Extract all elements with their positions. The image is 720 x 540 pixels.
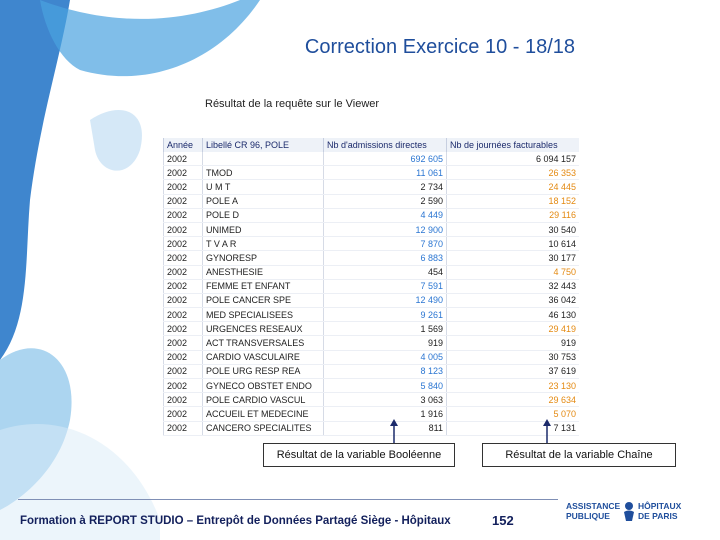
cell-annee: 2002 <box>164 393 203 407</box>
page-number: 152 <box>492 513 514 528</box>
logo-left-text <box>566 501 620 521</box>
cell-annee: 2002 <box>164 308 203 322</box>
logo-line-2: PUBLIQUE <box>566 511 610 521</box>
logo-line-4: DE PARIS <box>638 511 678 521</box>
cell-journees: 29 634 <box>447 393 580 407</box>
table-row <box>164 208 580 222</box>
cell-libelle: POLE A <box>203 194 324 208</box>
cell-journees: 23 130 <box>447 379 580 393</box>
cell-journees: 10 614 <box>447 237 580 251</box>
slide-title: Correction Exercice 10 - 18/18 <box>304 36 576 58</box>
cell-libelle: T V A R <box>203 237 324 251</box>
cell-admissions: 12 900 <box>324 222 447 236</box>
header-admissions[interactable]: Nb d'admissions directes <box>324 138 447 152</box>
logo-line-3: HÔPITAUX <box>638 501 682 511</box>
cell-admissions: 5 840 <box>324 379 447 393</box>
table-row <box>164 166 580 180</box>
cell-annee: 2002 <box>164 293 203 307</box>
cell-annee: 2002 <box>164 194 203 208</box>
cell-libelle: ACCUEIL ET MEDECINE <box>203 407 324 421</box>
table-row <box>164 237 580 251</box>
cell-annee: 2002 <box>164 152 203 166</box>
footer-text: Formation à REPORT STUDIO – Entrepôt de Données Partagé Siège - Hôpitaux <box>20 515 451 527</box>
cell-libelle <box>203 152 324 166</box>
cell-journees: 30 177 <box>447 251 580 265</box>
cell-admissions: 4 449 <box>324 208 447 222</box>
table-row <box>164 364 580 378</box>
cell-libelle: MED SPECIALISEES <box>203 308 324 322</box>
cell-annee: 2002 <box>164 364 203 378</box>
cell-annee: 2002 <box>164 421 203 435</box>
cell-annee: 2002 <box>164 322 203 336</box>
cell-journees: 4 750 <box>447 265 580 279</box>
logo-right-text <box>638 501 681 521</box>
table-row <box>164 322 580 336</box>
cell-journees: 36 042 <box>447 293 580 307</box>
cell-journees: 5 070 <box>447 407 580 421</box>
cell-admissions: 6 883 <box>324 251 447 265</box>
cell-journees: 30 753 <box>447 350 580 364</box>
table-row <box>164 279 580 293</box>
cell-admissions: 12 490 <box>324 293 447 307</box>
viewer-result-table <box>163 138 581 434</box>
cell-admissions: 9 261 <box>324 308 447 322</box>
slide-subtitle: Résultat de la requête sur le Viewer <box>205 98 380 110</box>
cell-libelle: POLE CARDIO VASCUL <box>203 393 324 407</box>
cell-libelle: POLE CANCER SPE <box>203 293 324 307</box>
cell-journees: 26 353 <box>447 166 580 180</box>
cell-libelle: POLE URG RESP REA <box>203 364 324 378</box>
cell-libelle: POLE D <box>203 208 324 222</box>
table-row <box>164 152 580 166</box>
table-row <box>164 407 580 421</box>
cell-libelle: ACT TRANSVERSALES <box>203 336 324 350</box>
cell-admissions: 1 916 <box>324 407 447 421</box>
cell-annee: 2002 <box>164 265 203 279</box>
cell-admissions: 7 870 <box>324 237 447 251</box>
string-variable-callout: Résultat de la variable Chaîne <box>482 443 676 467</box>
cell-libelle: ANESTHESIE <box>203 265 324 279</box>
table-row <box>164 194 580 208</box>
cell-admissions: 11 061 <box>324 166 447 180</box>
cell-journees: 29 116 <box>447 208 580 222</box>
cell-annee: 2002 <box>164 279 203 293</box>
cell-journees: 919 <box>447 336 580 350</box>
logo-mark-icon <box>622 500 636 522</box>
header-journees[interactable]: Nb de journées facturables <box>447 138 580 152</box>
cell-journees: 46 130 <box>447 308 580 322</box>
cell-admissions: 3 063 <box>324 393 447 407</box>
cell-journees: 29 419 <box>447 322 580 336</box>
table-row <box>164 222 580 236</box>
cell-admissions: 919 <box>324 336 447 350</box>
cell-journees: 37 619 <box>447 364 580 378</box>
cell-journees: 18 152 <box>447 194 580 208</box>
cell-annee: 2002 <box>164 180 203 194</box>
header-annee[interactable]: Année <box>164 138 203 152</box>
cell-journees: 7 131 <box>447 421 580 435</box>
cell-admissions: 811 <box>324 421 447 435</box>
table-row <box>164 180 580 194</box>
cell-libelle: URGENCES RESEAUX <box>203 322 324 336</box>
cell-admissions: 7 591 <box>324 279 447 293</box>
table-row <box>164 293 580 307</box>
cell-journees: 30 540 <box>447 222 580 236</box>
cell-libelle: FEMME ET ENFANT <box>203 279 324 293</box>
cell-admissions: 8 123 <box>324 364 447 378</box>
cell-admissions: 454 <box>324 265 447 279</box>
table-row <box>164 421 580 435</box>
table-row <box>164 265 580 279</box>
data-table <box>163 138 579 436</box>
table-row <box>164 336 580 350</box>
table-body <box>164 152 580 435</box>
header-libelle[interactable]: Libellé CR 96, POLE <box>203 138 324 152</box>
aphp-logo <box>566 500 706 528</box>
logo-line-1: ASSISTANCE <box>566 501 621 511</box>
table-row <box>164 393 580 407</box>
cell-admissions: 1 569 <box>324 322 447 336</box>
cell-journees: 24 445 <box>447 180 580 194</box>
cell-journees: 6 094 157 <box>447 152 580 166</box>
cell-libelle: GYNORESP <box>203 251 324 265</box>
cell-admissions: 692 605 <box>324 152 447 166</box>
cell-libelle: U M T <box>203 180 324 194</box>
cell-admissions: 4 005 <box>324 350 447 364</box>
footer-divider <box>18 499 558 500</box>
cell-annee: 2002 <box>164 166 203 180</box>
cell-libelle: CANCERO SPECIALITES <box>203 421 324 435</box>
cell-annee: 2002 <box>164 350 203 364</box>
cell-admissions: 2 590 <box>324 194 447 208</box>
cell-annee: 2002 <box>164 222 203 236</box>
cell-libelle: GYNECO OBSTET ENDO <box>203 379 324 393</box>
cell-annee: 2002 <box>164 379 203 393</box>
cell-annee: 2002 <box>164 208 203 222</box>
table-row <box>164 308 580 322</box>
table-row <box>164 379 580 393</box>
cell-libelle: CARDIO VASCULAIRE <box>203 350 324 364</box>
cell-annee: 2002 <box>164 407 203 421</box>
cell-admissions: 2 734 <box>324 180 447 194</box>
cell-annee: 2002 <box>164 336 203 350</box>
table-row <box>164 350 580 364</box>
table-header-row <box>164 138 580 152</box>
boolean-variable-callout: Résultat de la variable Booléenne <box>263 443 455 467</box>
cell-journees: 32 443 <box>447 279 580 293</box>
cell-libelle: TMOD <box>203 166 324 180</box>
table-row <box>164 251 580 265</box>
cell-annee: 2002 <box>164 237 203 251</box>
cell-annee: 2002 <box>164 251 203 265</box>
cell-libelle: UNIMED <box>203 222 324 236</box>
